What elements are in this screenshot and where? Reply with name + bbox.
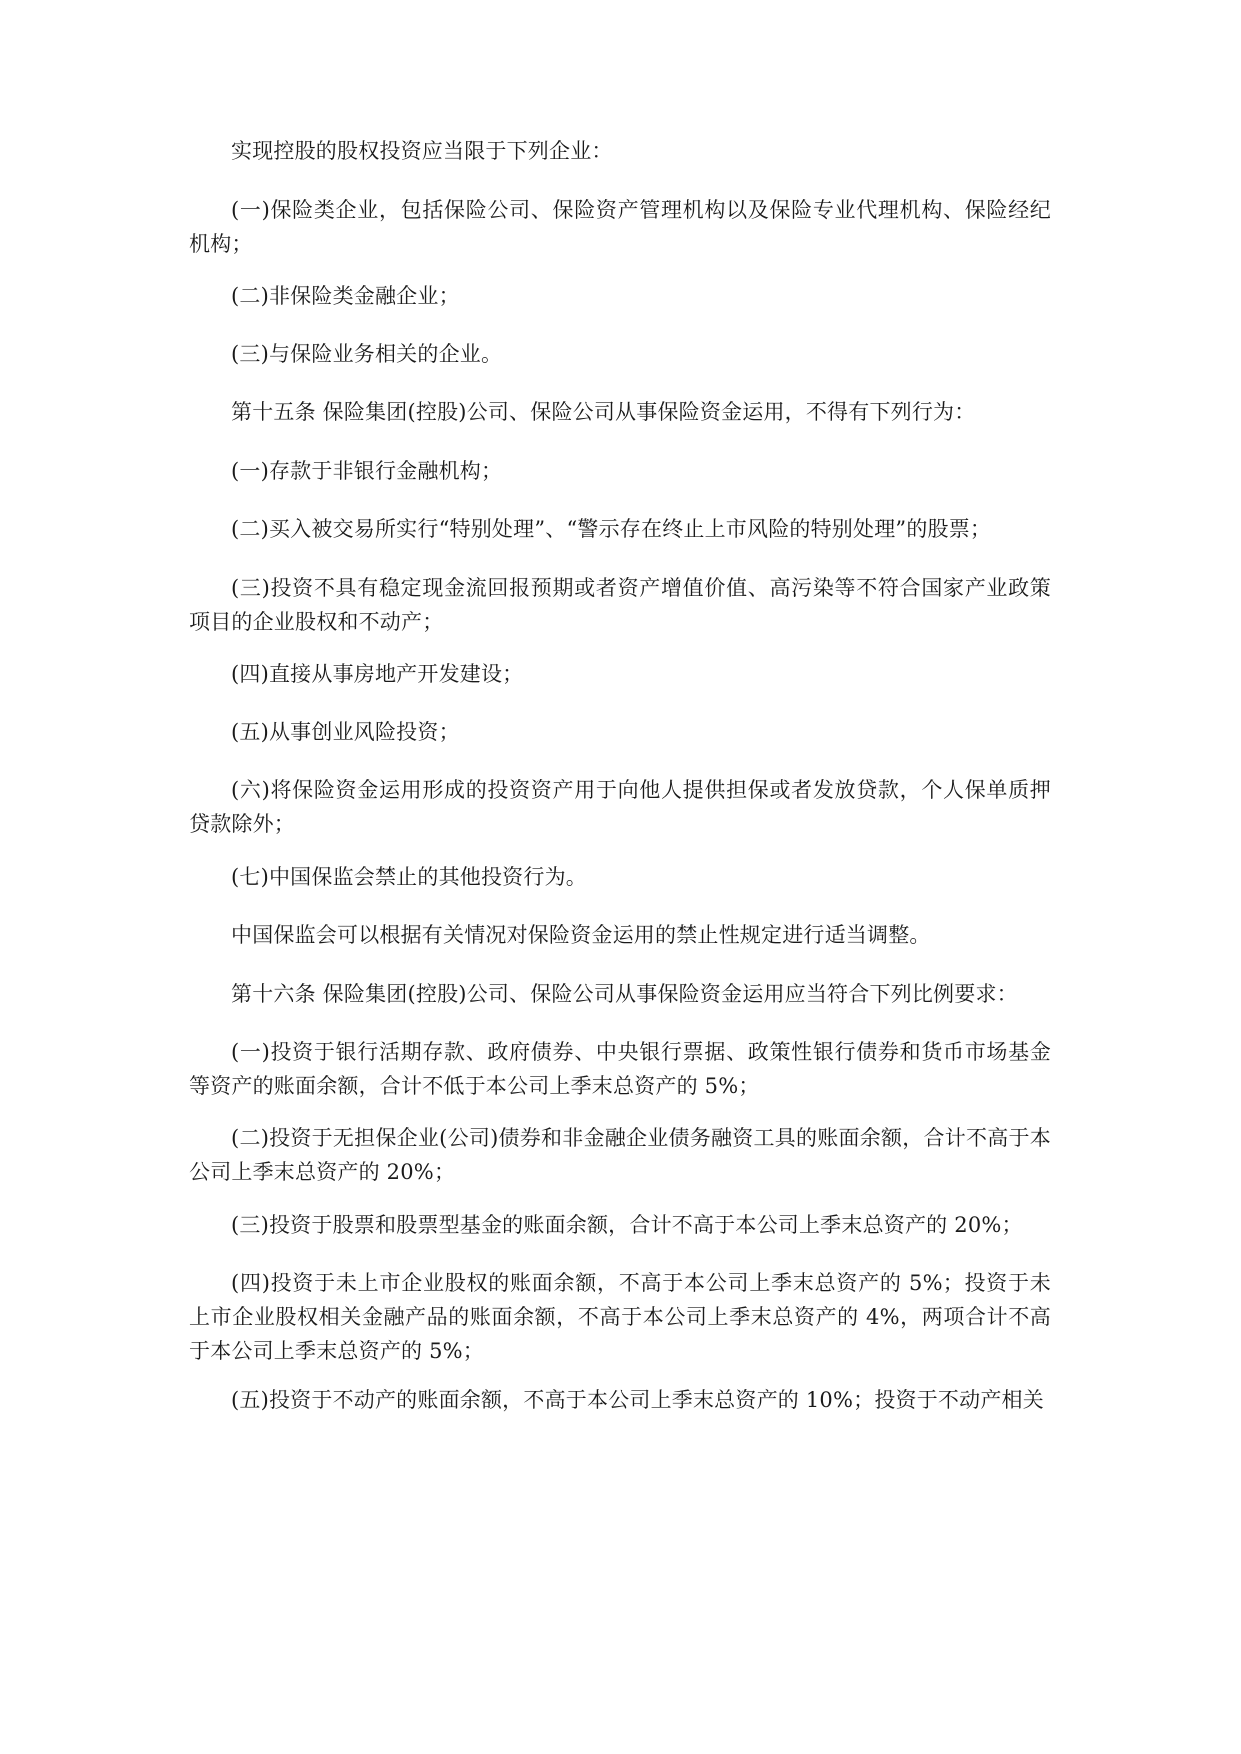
paragraph-item: (三)与保险业务相关的企业。 [231,342,503,366]
paragraph-item: (五)从事创业风险投资； [231,720,460,744]
paragraph-item: (一)投资于银行活期存款、政府债券、中央银行票据、政策性银行债券和货币市场基金等资产的账面余额，合计不低于本公司上季末总资产的 5%； [189,1040,1051,1098]
paragraph-item: (五)投资于不动产的账面余额，不高于本公司上季末总资产的 10%；投资于不动产相关 [231,1388,1044,1412]
paragraph-note: 中国保监会可以根据有关情况对保险资金运用的禁止性规定进行适当调整。 [231,923,931,947]
paragraph-item: (一)存款于非银行金融机构； [231,459,503,483]
article-heading: 第十六条 保险集团(控股)公司、保险公司从事保险资金运用应当符合下列比例要求： [231,982,1018,1006]
paragraph-item: (二)投资于无担保企业(公司)债券和非金融企业债务融资工具的账面余额，合计不高于本公司上季末总资产的 20%； [189,1126,1051,1184]
paragraph-item: (一)保险类企业，包括保险公司、保险资产管理机构以及保险专业代理机构、保险经纪机构； [189,198,1051,256]
paragraph-item: (三)投资不具有稳定现金流回报预期或者资产增值价值、高污染等不符合国家产业政策项目的企业股权和不动产； [189,576,1051,634]
paragraph-item: (四)投资于未上市企业股权的账面余额，不高于本公司上季末总资产的 5%；投资于未上市企业股权相关金融产品的账面余额，不高于本公司上季末总资产的 4%，两项合计不高于本公司上季末总资产的 5%； [189,1271,1051,1363]
paragraph-intro: 实现控股的股权投资应当限于下列企业： [231,139,613,163]
paragraph-item: (四)直接从事房地产开发建设； [231,662,524,686]
paragraph-item: (三)投资于股票和股票型基金的账面余额，合计不高于本公司上季末总资产的 20%； [231,1213,1023,1237]
paragraph-item: (二)非保险类金融企业； [231,284,460,308]
paragraph-item: (七)中国保监会禁止的其他投资行为。 [231,865,587,889]
paragraph-item: (六)将保险资金运用形成的投资资产用于向他人提供担保或者发放贷款，个人保单质押贷款除外； [189,778,1051,836]
paragraph-item: (二)买入被交易所实行“特别处理”、“警示存在终止上市风险的特别处理”的股票； [231,517,992,541]
article-heading: 第十五条 保险集团(控股)公司、保险公司从事保险资金运用，不得有下列行为： [231,400,976,424]
